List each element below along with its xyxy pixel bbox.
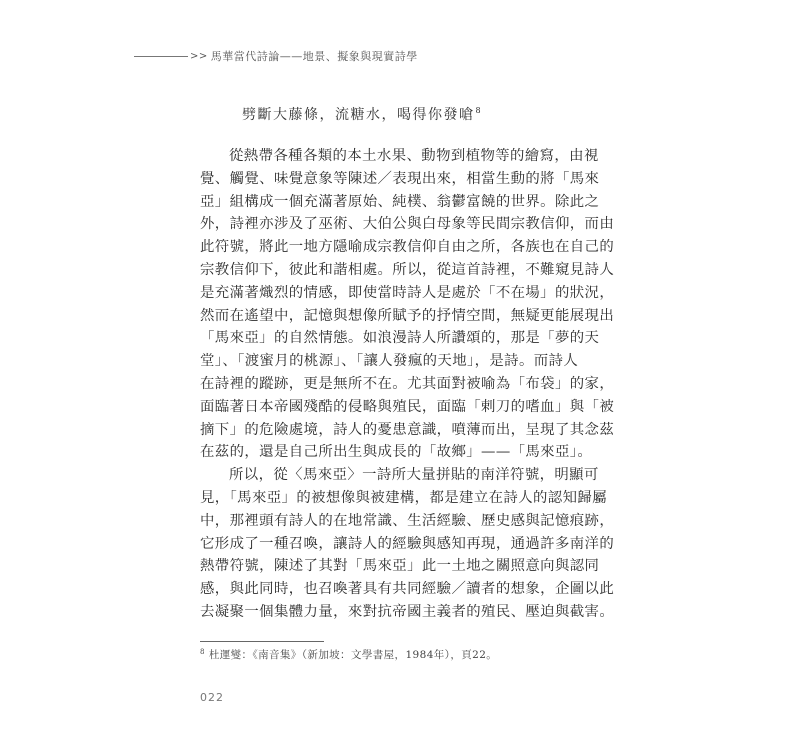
footnote-marker: 8 [200, 647, 205, 656]
text-line: 外，詩裡亦涉及了巫術、大伯公與白母象等民間宗教信仰，而由 [200, 216, 615, 233]
paragraph-2 [200, 464, 615, 624]
text-line: 亞」組構成一個充滿著原始、純樸、翁鬱富饒的世界。除此之 [200, 193, 600, 210]
text-line: 然而在遙望中，記憶與想像所賦予的抒情空間，無疑更能展現出 [200, 307, 615, 324]
text-line: 是充滿著熾烈的情感，即使當時詩人是處於「不在場」的狀況， [200, 284, 615, 301]
header-rule [134, 56, 188, 57]
text-line: 去凝聚一個集體力量，來對抗帝國主義者的殖民、壓迫與截害。 [200, 603, 615, 620]
paragraph-1 [200, 145, 615, 464]
text-line: 覺、觸覺、味覺意象等陳述／表現出來，相當生動的將「馬來 [200, 170, 600, 187]
text-line: 感，與此同時，也召喚著具有共同經驗／讀者的想象，企圖以此 [200, 581, 615, 598]
text-line: 所以，從〈馬來亞〉一詩所大量拼貼的南洋符號，明顯可 [229, 467, 599, 484]
page-number: 022 [200, 691, 224, 704]
running-header [134, 48, 418, 64]
text-line: 從熱帶各種各類的本土水果、動物到植物等的繪寫，由視 [229, 148, 599, 164]
text-line: 在茲的，還是自己所出生與成長的「故鄉」——「馬來亞」。 [200, 444, 593, 461]
text-line: 堂」、「渡蜜月的桃源」、「讓人發瘋的天地」，是詩。而詩人 [200, 353, 579, 370]
text-line: 摘下」的危險處境，詩人的憂患意識，噴薄而出，呈現了其念茲 [200, 421, 615, 438]
running-header-title: 馬華當代詩論——地景、擬象與現實詩學 [210, 50, 418, 63]
poem-quote-text: 劈斷大藤條，流糖水，喝得你發嗆 [242, 107, 475, 123]
text-line: 面臨著日本帝國殘酷的侵略與殖民，面臨「剌刀的嗜血」與「被 [200, 398, 615, 415]
text-line: 「馬來亞」的自然情態。如浪漫詩人所讚頌的，那是「夢的天 [200, 330, 600, 347]
text-line: 此符號，將此一地方隱喻成宗教信仰自由之所，各族也在自己的 [200, 239, 615, 256]
poem-quote [242, 104, 482, 124]
footnote-rule [200, 641, 324, 642]
text-line: 見，「馬來亞」的被想像與被建構，都是建立在詩人的認知歸屬 [200, 489, 607, 506]
text-line: 它形成了一種召喚，讓詩人的經驗與感知再現，通過許多南洋的 [200, 535, 615, 552]
footnote-text: 杜運燮：《南音集》（新加坡：文學書屋，1984年），頁22。 [208, 649, 498, 661]
text-line: 宗教信仰下，彼此和諧相處。所以，從這首詩裡，不難窺見詩人 [200, 261, 615, 278]
text-line: 熱帶符號，陳述了其對「馬來亞」此一土地之關照意向與認同 [200, 558, 600, 575]
text-line: 中，那裡頭有詩人的在地常識、生活經驗、歷史感與記憶痕跡， [200, 512, 615, 529]
text-line: 在詩裡的蹤跡，更是無所不在。尤其面對被喻為「布袋」的家， [200, 375, 615, 392]
footnote [200, 647, 497, 662]
body-text [200, 145, 615, 624]
poem-footnote-marker: 8 [475, 106, 483, 116]
header-chevrons: >> [190, 50, 208, 62]
